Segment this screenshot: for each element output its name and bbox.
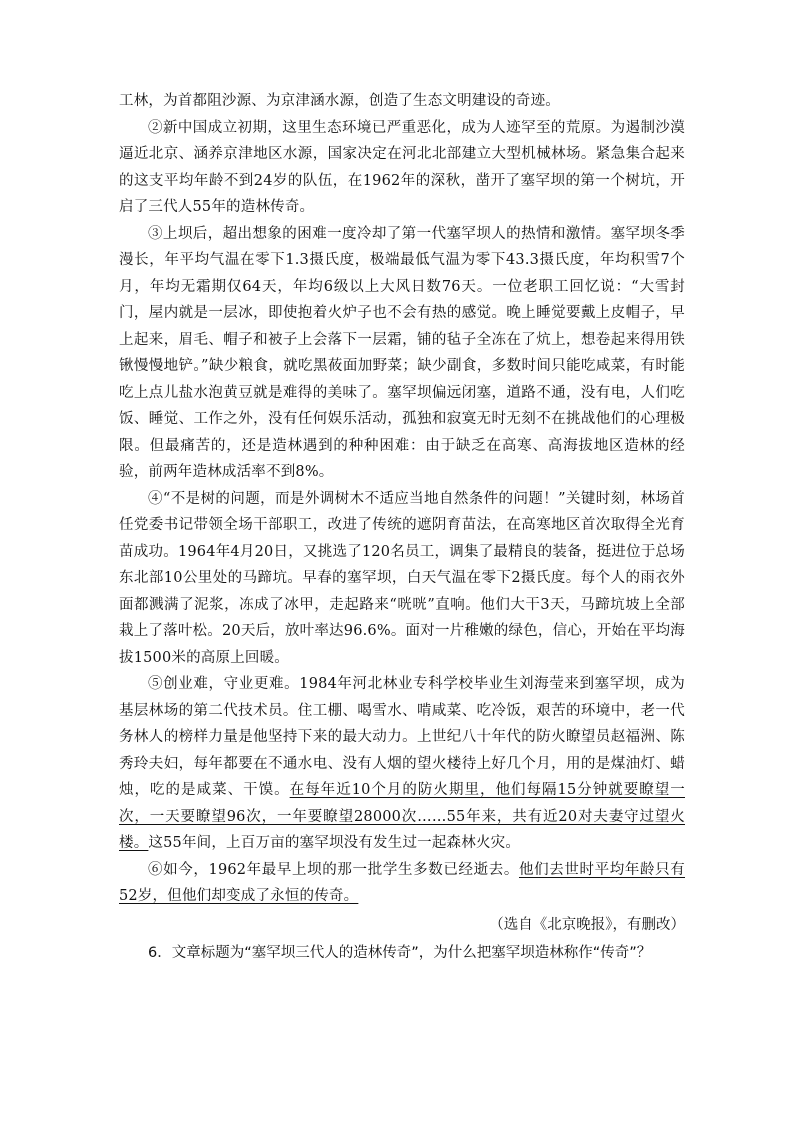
document-page — [119, 88, 685, 966]
article-paragraph-5 — [119, 671, 685, 857]
paragraph-6-underlined-text: 他们去世时平均年龄只有52岁，但他们却变成了永恒的传奇。 — [119, 861, 685, 904]
article-paragraph-intro: 工林，为首都阻沙源、为京津涵水源，创造了生态文明建设的奇迹。 — [119, 93, 560, 109]
paragraph-5-underlined-text: 在每年近10个月的防火期里，他们每隔15分钟就要瞭望一次，一天要瞭望96次，一年要瞭望28000次……55年来，共有近20对夫妻守过望火楼。 — [119, 782, 685, 851]
article-paragraph-2: ②新中国成立初期，这里生态环境已严重恶化，成为人迹罕至的荒原。为遏制沙漠逼近北京、涵养京津地区水源，国家决定在河北北部建立大型机械林场。紧急集合起来的这支平均年龄不到24岁的队伍，在1962年的深秋，凿开了塞罕坝的第一个树坑，开启了三代人55年的造林传奇。 — [119, 119, 685, 215]
paragraph-5-text-start: ⑤创业难，守业更难。1984年河北林业专科学校毕业生刘海莹来到塞罕坝，成为基层林场的第二代技术员。住工棚、喝雪水、啃咸菜、吃冷饭，艰苦的环境中，老一代务林人的榜样力量是他坚持下来的最大动力。上世纪八十年代的防火瞭望员赵福洲、陈秀玲夫妇，每年都要在不通水电、没有人烟的望火楼待上好几个月，用的是煤油灯、蜡烛，吃的是咸菜、干馍。 — [119, 676, 685, 798]
article-source-citation: （选自《北京晚报》，有删改） — [489, 916, 685, 933]
article-paragraph-3: ③上坝后，超出想象的困难一度冷却了第一代塞罕坝人的热情和激情。塞罕坝冬季漫长，年平均气温在零下1.3摄氏度，极端最低气温为零下43.3摄氏度，年均积雪7个月，年均无霜期仅64天，年均6级以上大风日数76天。一位老职工回忆说：“大雪封门，屋内就是一层冰，即使抱着火炉子也不会有热的感觉。晚上睡觉要戴上皮帽子，早上起来，眉毛、帽子和被子上会落下一层霜，铺的毡子全冻在了炕上，想卷起来得用铁锹慢慢地铲。”缺少粮食，就吃黑莜面加野菜；缺少副食，多数时间只能吃咸菜，有时能吃上点儿盐水泡黄豆就是难得的美味了。塞罕坝偏远闭塞，道路不通，没有电，人们吃饭、睡觉、工作之外，没有任何娱乐活动，孤独和寂寞无时无刻不在挑战他们的心理极限。但最痛苦的，还是造林遇到的种种困难：由于缺乏在高寒、高海拔地区造林的经验，前两年造林成活率不到8%。 — [119, 225, 685, 480]
article-paragraph-6 — [119, 857, 685, 910]
paragraph-5-text-end: 这55年间，上百万亩的塞罕坝没有发生过一起森林火灾。 — [148, 835, 521, 851]
paragraph-6-text-start: ⑥如今，1962年最早上坝的那一批学生多数已经逝去。 — [148, 861, 519, 878]
article-paragraph-4: ④“不是树的问题，而是外调树木不适应当地自然条件的问题！”关键时刻，林场首任党委书记带领全场干部职工，改进了传统的遮阴育苗法，在高寒地区首次取得全光育苗成功。1964年4月20日，又挑选了120名员工，调集了最精良的装备，挺进位于总场东北部10公里处的马蹄坑。早春的塞罕坝，白天气温在零下2摄氏度。每个人的雨衣外面都溅满了泥浆，冻成了冰甲，走起路来“咣咣”直响。他们大干3天，马蹄坑坡上全部栽上了落叶松。20天后，放叶率达96.6%。面对一片稚嫩的绿色，信心，开始在平均海拔1500米的高原上回暖。 — [119, 490, 685, 666]
question-6: 6．文章标题为“塞罕坝三代人的造林传奇”，为什么把塞罕坝造林称作“传奇”？ — [148, 944, 652, 961]
